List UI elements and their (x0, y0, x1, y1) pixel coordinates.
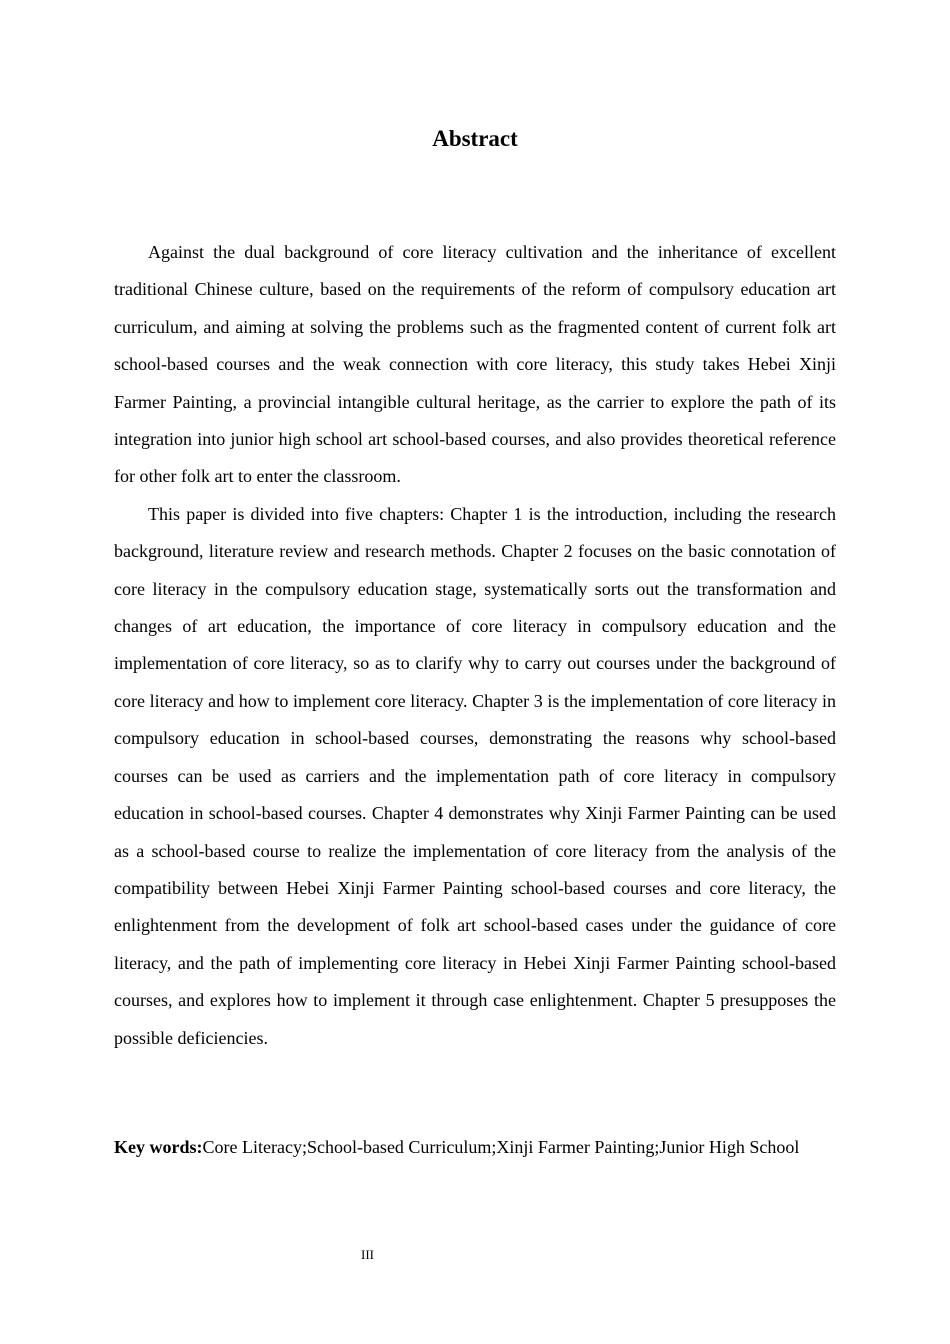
keywords-text: Core Literacy;School-based Curriculum;Xinji Farmer Painting;Junior High School (202, 1137, 800, 1157)
keywords-line (114, 1129, 836, 1165)
abstract-paragraph-2: This paper is divided into five chapters: Chapter 1 is the introduction, including the research background, literature review and research methods. Chapter 2 focuses on the basic connotation of core literacy in the compulsory education stage, systematically sorts out the transformation and changes of art education, the importance of core literacy in compulsory education and the implementation of core literacy, so as to clarify why to carry out courses under the background of core literacy and how to implement core literacy. Chapter 3 is the implementation of core literacy in compulsory education in school-based courses, demonstrating the reasons why school-based courses can be used as carriers and the implementation path of core literacy in compulsory education in school-based courses. Chapter 4 demonstrates why Xinji Farmer Painting can be used as a school-based course to realize the implementation of core literacy from the analysis of the compatibility between Hebei Xinji Farmer Painting school-based courses and core literacy, the enlightenment from the development of folk art school-based cases under the guidance of core literacy, and the path of implementing core literacy in Hebei Xinji Farmer Painting school-based courses, and explores how to implement it through case enlightenment. Chapter 5 presupposes the possible deficiencies. (114, 503, 836, 1048)
page-number: III (361, 1247, 374, 1262)
keywords-label: Key words: (114, 1137, 203, 1157)
page-title: Abstract (432, 126, 518, 151)
abstract-paragraph-1: Against the dual background of core literacy cultivation and the inheritance of excellent traditional Chinese culture, based on the requirements of the reform of compulsory education art curriculum, and aiming at solving the problems such as the fragmented content of current folk art school-based courses and the weak connection with core literacy, this study takes Hebei Xinji Farmer Painting, a provincial intangible cultural heritage, as the carrier to explore the path of its integration into junior high school art school-based courses, and also provides theoretical reference for other folk art to enter the classroom. (114, 242, 836, 487)
abstract-body (114, 234, 836, 1057)
